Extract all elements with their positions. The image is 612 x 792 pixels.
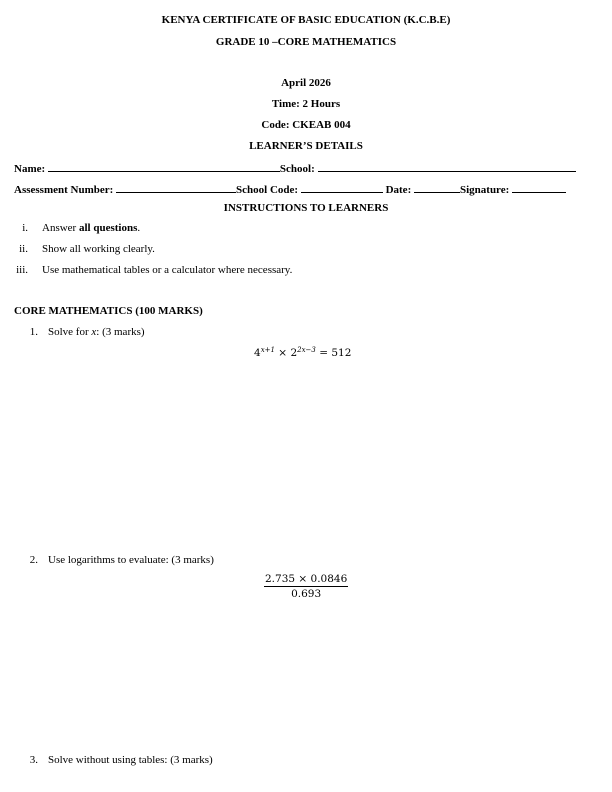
instruction-text: Show all working clearly. [42,243,155,255]
instruction-item [0,243,155,255]
exam-code: Code: CKEAB 004 [261,119,351,131]
fraction-numerator: 2.735 × 0.0846 [265,573,348,585]
date-field[interactable] [414,182,460,193]
school-code-field[interactable] [301,182,383,193]
assessment-row [14,182,566,196]
question-number: 3. [29,754,38,766]
instruction-number: i. [22,222,28,234]
name-row [14,161,576,175]
question-number: 1. [29,326,38,338]
question-text: Use logarithms to evaluate: (3 marks) [48,554,214,566]
question-text: Solve for [48,326,92,338]
fraction-denominator: 0.693 [291,588,322,600]
instruction-number: iii. [16,264,28,276]
signature-label: Signature: [459,184,510,196]
instructions-heading: INSTRUCTIONS TO LEARNERS [223,202,389,214]
exam-time: Time: 2 Hours [271,98,341,110]
eq-operator: × [274,347,291,359]
learner-details-heading: LEARNER’S DETAILS [249,140,363,152]
eq-base: 4 [254,347,261,359]
instruction-text: Answer [42,222,79,234]
signature-field[interactable] [512,182,566,193]
equation-1 [254,346,351,359]
school-label: School: [279,163,315,175]
name-field[interactable] [48,161,280,172]
question-variable: x [91,326,97,338]
section-heading: CORE MATHEMATICS (100 MARKS) [14,305,203,317]
eq-rhs: = 512 [315,347,352,359]
question-2 [0,554,214,566]
exam-date: April 2026 [281,77,331,89]
date-label: Date: [385,184,412,196]
school-field[interactable] [318,161,576,172]
fraction-2 [264,573,348,600]
assessment-number-label: Assessment Number: [14,184,114,196]
name-label: Name: [14,163,46,175]
question-number: 2. [29,554,38,566]
exam-title: KENYA CERTIFICATE OF BASIC EDUCATION (K.C.B.E) [161,14,451,26]
eq-base: 2 [290,347,298,359]
question-marks: : (3 marks) [96,326,145,338]
school-code-label: School Code: [236,184,299,196]
question-text: Solve without using tables: (3 marks) [48,754,213,766]
question-3 [0,754,213,766]
instruction-item [0,222,140,234]
instruction-text: Use mathematical tables or a calculator where necessary. [42,264,293,276]
question-1 [0,326,145,338]
eq-exponent: 2x−3 [297,346,316,354]
assessment-number-field[interactable] [116,182,236,193]
instruction-number: ii. [19,243,28,255]
instruction-item [0,264,292,276]
instruction-punct: . [137,222,141,234]
eq-exponent: x+1 [260,346,275,354]
instruction-emphasis: all questions [78,222,138,234]
exam-subtitle: GRADE 10 –CORE MATHEMATICS [215,36,397,48]
